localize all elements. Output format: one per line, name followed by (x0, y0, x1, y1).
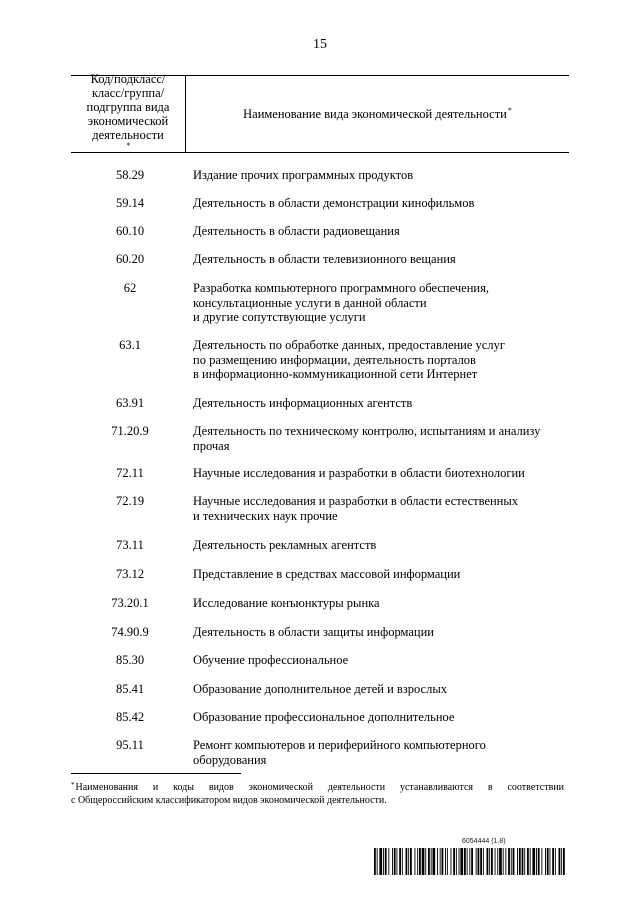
header-name-footnote-marker: * (507, 106, 512, 115)
activity-code: 73.20.1 (111, 596, 149, 610)
activity-name: Деятельность в области демонстрации кинофильмов (193, 196, 475, 210)
barcode-bar (453, 848, 455, 875)
activity-code: 85.42 (115, 710, 145, 724)
activity-name: Издание прочих программных продуктов (193, 168, 414, 182)
activity-code: 71.20.9 (111, 424, 149, 438)
barcode-bar (374, 848, 376, 875)
header-code-label: Код/подкласс/ класс/группа/ подгруппа вида экономической деятельности (86, 72, 170, 142)
barcode-bar (456, 848, 457, 875)
activity-name: Исследование конъюнктуры рынка (193, 596, 380, 610)
barcode-bar (397, 848, 398, 875)
header-name-label: Наименование вида экономической деятельности (243, 107, 507, 121)
activity-code: 58.29 (115, 168, 145, 182)
barcode-bar (483, 848, 484, 875)
barcode-bar (491, 848, 493, 875)
barcode-bar (497, 848, 498, 875)
barcode-bar (541, 848, 542, 875)
barcode-bar (476, 848, 477, 875)
barcode-bar (536, 848, 537, 875)
barcode-bar (489, 848, 490, 875)
activity-code: 63.1 (119, 338, 141, 352)
barcode-bar (467, 848, 468, 875)
footnote-marker: * (71, 781, 75, 789)
activity-name: Обучение профессиональное (193, 653, 349, 667)
barcode-bar (459, 848, 460, 875)
barcode-bar (563, 848, 565, 875)
activity-name: Образование профессиональное дополнительное (193, 710, 455, 724)
activity-code: 73.12 (115, 567, 145, 581)
barcode-bar (559, 848, 561, 875)
barcode-bar (532, 848, 535, 875)
barcode-bar (530, 848, 531, 875)
header-name-column (186, 76, 569, 152)
activity-name: Образование дополнительное детей и взрослых (193, 682, 447, 696)
activity-name: Деятельность в области радиовещания (193, 224, 400, 238)
barcode-bar (379, 848, 382, 875)
table-header (71, 72, 569, 153)
activity-code: 72.19 (115, 494, 145, 508)
barcode-bar (471, 848, 473, 875)
barcode-bar (555, 848, 556, 875)
activity-code: 74.90.9 (111, 625, 149, 639)
activity-code: 73.11 (116, 538, 144, 552)
header-code-footnote-marker: * (126, 141, 131, 150)
barcode-bar (464, 848, 466, 875)
barcode-bar (524, 848, 525, 875)
activity-code: 59.14 (115, 196, 145, 210)
barcode-bar (503, 848, 504, 875)
barcode-bar (508, 848, 510, 875)
footnote-separator (71, 773, 241, 774)
activity-code: 85.41 (115, 682, 145, 696)
barcode-bar (422, 848, 425, 875)
activity-name: Деятельность по техническому контролю, испытаниям и анализу прочая (193, 424, 541, 453)
barcode-bar (406, 848, 408, 875)
activity-code: 60.10 (115, 224, 145, 238)
barcode-bar (388, 848, 389, 875)
barcode-bar (478, 848, 480, 875)
activity-code: 72.11 (116, 466, 144, 480)
barcode-bar (440, 848, 441, 875)
barcode-bar (419, 848, 421, 875)
activity-name: Разработка компьютерного программного обеспечения, консультационные услуги в данной области и другие сопутствующие услуги (193, 281, 489, 324)
barcode-bar (394, 848, 396, 875)
barcode-bar (480, 848, 482, 875)
barcode-bar (517, 848, 518, 875)
barcode-bar (561, 848, 562, 875)
barcode-bar (547, 848, 549, 875)
barcode-bar (410, 848, 412, 875)
barcode-bar (519, 848, 521, 875)
page-number: 15 (313, 37, 327, 52)
barcode-bar (377, 848, 378, 875)
barcode-bar (442, 848, 444, 875)
activity-name: Деятельность информационных агентств (193, 396, 413, 410)
barcode-bar (433, 848, 436, 875)
activity-code: 95.11 (116, 738, 144, 752)
barcode-bar (505, 848, 506, 875)
barcode-bar (552, 848, 554, 875)
footnote-line-2: с Общероссийским классификатором видов экономической деятельности. (71, 795, 387, 806)
activity-code: 63.91 (115, 396, 145, 410)
barcode-bar (451, 848, 452, 875)
header-code-column (71, 72, 186, 152)
document-id: 6054444 (1.8) (462, 838, 506, 845)
barcode-bar (495, 848, 496, 875)
barcode-bar (460, 848, 463, 875)
barcode-bar (408, 848, 409, 875)
barcode-bar (399, 848, 401, 875)
activity-name: Деятельность в области телевизионного вещания (193, 252, 456, 266)
barcode-bar (511, 848, 512, 875)
barcode-bar (402, 848, 403, 875)
barcode-bar (550, 848, 551, 875)
activity-code: 60.20 (115, 252, 145, 266)
activity-code: 62 (123, 281, 137, 295)
barcode-bar (431, 848, 432, 875)
activity-name: Деятельность по обработке данных, предоставление услуг по размещению информации, деятельность порталов в информационно-коммуникационной сети Интернет (193, 338, 505, 381)
activity-name: Ремонт компьютеров и периферийного компьютерного оборудования (193, 738, 486, 767)
barcode-bar (499, 848, 502, 875)
footnote-line-1 (71, 781, 564, 794)
activity-name: Представление в средствах массовой информации (193, 567, 461, 581)
barcode-bar (428, 848, 430, 875)
barcode-bar (538, 848, 540, 875)
barcode-bar (425, 848, 426, 875)
barcode-bar (522, 848, 524, 875)
activity-name: Научные исследования и разработки в области биотехнологии (193, 466, 525, 480)
barcode-bar (545, 848, 546, 875)
barcode-bar (383, 848, 384, 875)
barcode-bar (385, 848, 387, 875)
barcode-image (374, 848, 567, 875)
barcode-bar (447, 848, 448, 875)
activity-code: 85.30 (115, 653, 145, 667)
barcode-bar (417, 848, 418, 875)
barcode-bar (487, 848, 489, 875)
activity-name: Научные исследования и разработки в области естественных и технических наук прочие (193, 494, 519, 523)
footnote-text-1: Наименования и коды видов экономической деятельности устанавливаются в соответствии (75, 782, 564, 793)
barcode-bar (445, 848, 446, 875)
footnote (71, 781, 564, 807)
barcode-bar (437, 848, 438, 875)
barcode-bar (415, 848, 416, 875)
barcode-bar (527, 848, 529, 875)
activity-name: Деятельность в области защиты информации (193, 625, 434, 639)
barcode-bar (469, 848, 470, 875)
barcode-bar (513, 848, 515, 875)
barcode-bar (392, 848, 393, 875)
activity-name: Деятельность рекламных агентств (193, 538, 377, 552)
